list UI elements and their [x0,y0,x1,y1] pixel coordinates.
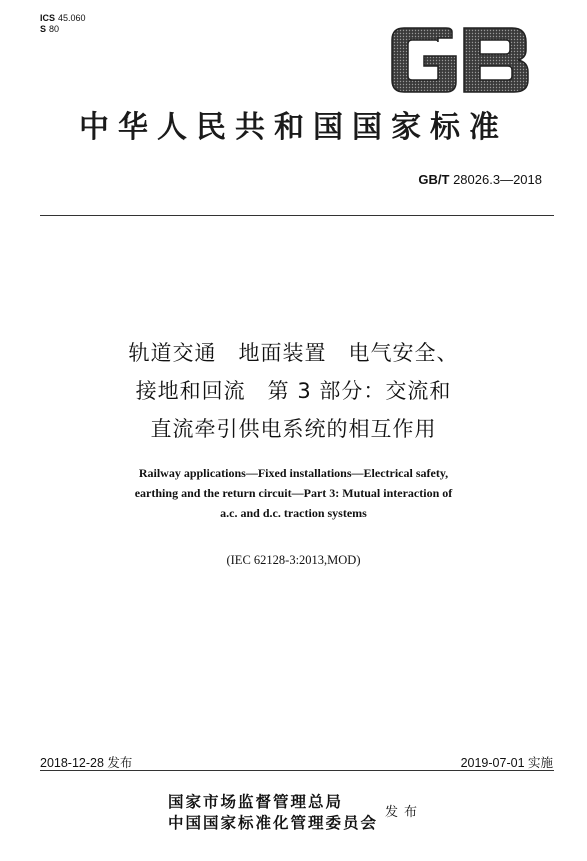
issuing-authorities [168,791,378,833]
english-title [40,463,547,523]
publish-date: 2018-12-28 发布 [40,756,133,770]
implement-date: 2019-07-01 实施 [460,756,553,770]
iec-reference: (IEC 62128-3:2013,MOD) [226,553,361,567]
standard-prefix: GB/T [418,172,450,187]
ics-value: 45.060 [58,13,86,23]
national-standard-title: 中华人民共和国国家标准 [79,110,508,145]
gb-logo-icon [390,26,530,94]
issue-action: 发布 [385,805,424,820]
english-title-line-2: earthing and the return circuit—Part 3: Mutual interaction of [134,486,453,500]
issuer-1: 国家市场监督管理总局 [168,792,344,811]
footer-divider [40,770,554,771]
class-label: S [40,24,47,34]
chinese-title [30,334,557,448]
english-title-line-3: a.c. and d.c. traction systems [220,506,367,520]
issuer-2: 中国国家标准化管理委员会 [168,813,379,832]
chinese-title-line-2: 接地和回流 第 3 部分：交流和 [135,379,452,403]
class-value: 80 [49,24,60,34]
standard-code: 28026.3—2018 [453,172,542,187]
classification-codes [40,13,86,35]
class-code [40,24,86,35]
standard-number [418,172,542,187]
header-divider [40,215,554,216]
english-title-line-1: Railway applications—Fixed installations—Electrical safety, [138,466,449,480]
ics-code [40,13,86,24]
chinese-title-line-3: 直流牵引供电系统的相互作用 [150,417,437,441]
chinese-title-line-1: 轨道交通 地面装置 电气安全、 [128,341,459,365]
ics-label: ICS [40,13,56,23]
